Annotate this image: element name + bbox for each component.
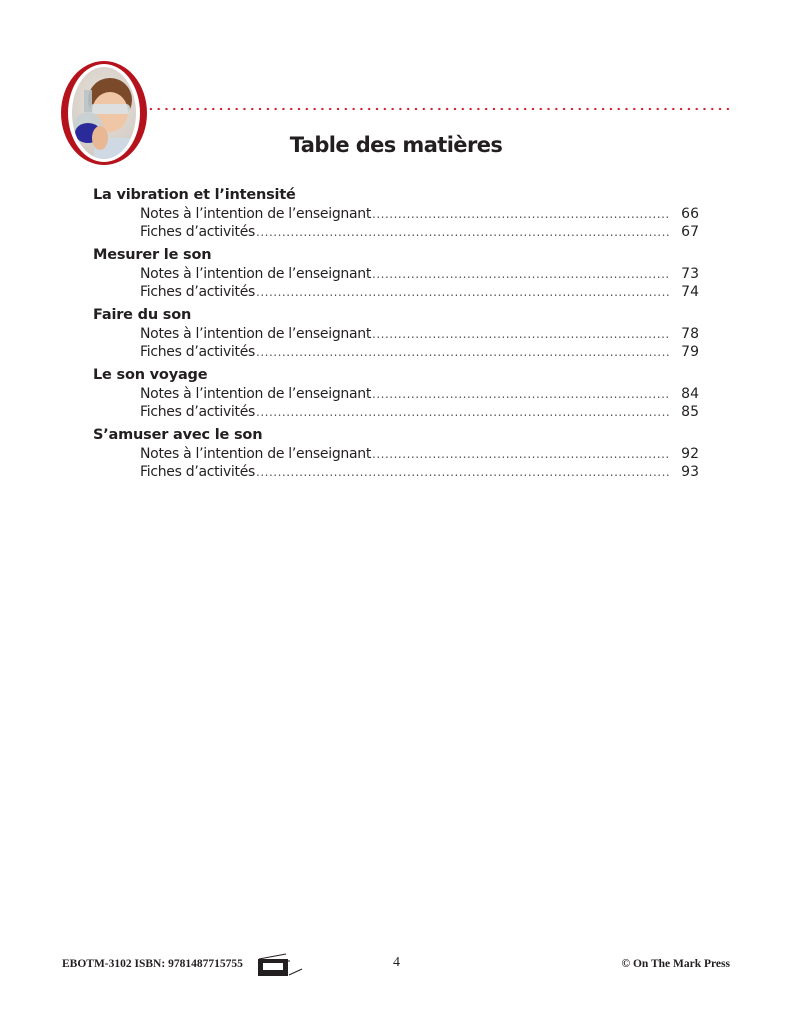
toc-section — [93, 186, 699, 241]
toc-page-number: 79 — [681, 344, 699, 360]
toc-entry-label: Fiches d’activités — [140, 464, 256, 480]
dot-leader — [372, 205, 671, 223]
toc-entry[interactable] — [140, 403, 699, 421]
toc-section — [93, 366, 699, 421]
page-number: 4 — [393, 955, 400, 970]
toc-page-number: 92 — [681, 446, 699, 462]
toc-entry[interactable] — [140, 223, 699, 241]
toc-section-title: S’amuser avec le son — [93, 427, 263, 443]
toc-section-title: Mesurer le son — [93, 247, 212, 263]
toc-page-number: 84 — [681, 386, 699, 402]
toc-entry-label: Notes à l’intention de l’enseignant — [140, 326, 372, 342]
toc-section-title: Le son voyage — [93, 367, 208, 383]
toc-entry-label: Fiches d’activités — [140, 284, 256, 300]
dot-leader — [256, 343, 671, 361]
page-title: Table des matières — [289, 133, 503, 157]
toc-entry-label: Notes à l’intention de l’enseignant — [140, 206, 372, 222]
toc-section — [93, 306, 699, 361]
toc-page-number: 85 — [681, 404, 699, 420]
toc-section — [93, 246, 699, 301]
toc-page-number: 74 — [681, 284, 699, 300]
red-dotted-divider — [147, 107, 733, 111]
dot-leader — [256, 463, 671, 481]
footer-isbn: EBOTM-3102 ISBN: 9781487715755 — [62, 958, 243, 970]
dot-leader — [372, 445, 671, 463]
screen-display-icon — [256, 953, 304, 977]
toc-entry[interactable] — [140, 283, 699, 301]
toc-section — [93, 426, 699, 481]
footer-copyright: © On The Mark Press — [621, 958, 730, 970]
toc-entry[interactable] — [140, 265, 699, 283]
toc-entry[interactable] — [140, 325, 699, 343]
dot-leader — [256, 283, 671, 301]
toc-section-title: La vibration et l’intensité — [93, 187, 296, 203]
dot-leader — [256, 403, 671, 421]
toc-entry[interactable] — [140, 445, 699, 463]
table-of-contents — [93, 186, 699, 486]
toc-section-title: Faire du son — [93, 307, 192, 323]
toc-entry[interactable] — [140, 463, 699, 481]
toc-page-number: 78 — [681, 326, 699, 342]
toc-page-number: 67 — [681, 224, 699, 240]
toc-entry[interactable] — [140, 205, 699, 223]
dot-leader — [372, 385, 671, 403]
dot-leader — [372, 265, 671, 283]
toc-entry[interactable] — [140, 343, 699, 361]
toc-entry[interactable] — [140, 385, 699, 403]
toc-entry-label: Fiches d’activités — [140, 224, 256, 240]
toc-entry-label: Fiches d’activités — [140, 404, 256, 420]
toc-page-number: 93 — [681, 464, 699, 480]
toc-page-number: 66 — [681, 206, 699, 222]
toc-entry-label: Fiches d’activités — [140, 344, 256, 360]
dot-leader — [256, 223, 671, 241]
toc-page-number: 73 — [681, 266, 699, 282]
toc-entry-label: Notes à l’intention de l’enseignant — [140, 446, 372, 462]
toc-entry-label: Notes à l’intention de l’enseignant — [140, 386, 372, 402]
toc-entry-label: Notes à l’intention de l’enseignant — [140, 266, 372, 282]
dot-leader — [372, 325, 671, 343]
